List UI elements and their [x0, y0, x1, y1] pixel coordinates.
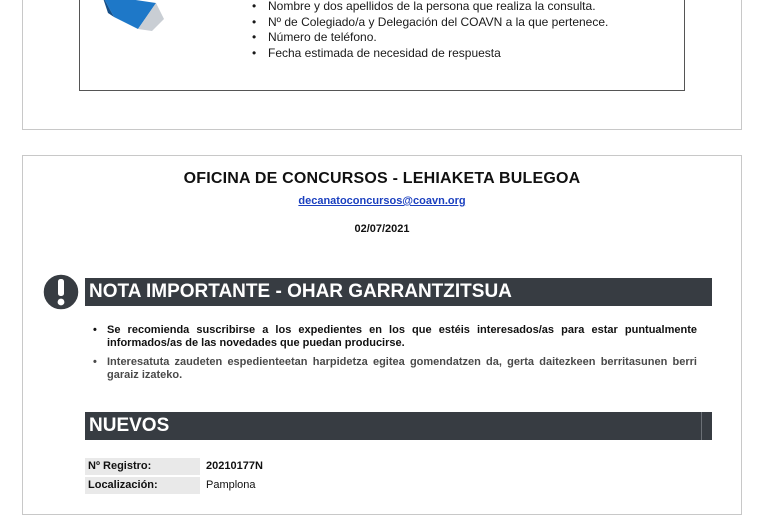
list-item: • Se recomienda suscribirse a los expedientes en los que estéis interesados/as para estar puntualmente informados/as de las novedades que puedan producirse.: [93, 324, 697, 350]
section-heading-label: NUEVOS: [89, 415, 170, 436]
contact-info-card: [22, 0, 742, 130]
divider: [701, 412, 702, 440]
important-note-heading: NOTA IMPORTANTE - OHAR GARRANTZITSUA: [85, 278, 712, 306]
list-item: • Fecha estimada de necesidad de respuesta: [250, 46, 608, 62]
nuevos-section-heading: [85, 412, 712, 440]
registry-number-value: 20210177N: [206, 460, 263, 472]
location-value: Pamplona: [206, 479, 256, 491]
location-label: Localización:: [85, 477, 200, 494]
table-row: [85, 476, 263, 495]
important-notes-list: [93, 324, 697, 388]
list-item: • Nombre y dos apellidos de la persona que realiza la consulta.: [250, 0, 608, 15]
page-title: OFICINA DE CONCURSOS - LEHIAKETA BULEGOA: [183, 170, 581, 187]
competitions-office-card: [22, 155, 742, 515]
list-item: • Nº de Colegiado/a y Delegación del COAVN a la que pertenece.: [250, 15, 608, 31]
contact-requirements-list: [250, 0, 608, 61]
email-link[interactable]: decanatoconcursos@coavn.org: [298, 195, 466, 207]
divider: [85, 440, 203, 443]
contact-info-box: [79, 0, 685, 91]
registry-number-label: Nº Registro:: [85, 458, 200, 475]
registry-table: [85, 457, 263, 495]
list-item: • Número de teléfono.: [250, 30, 608, 46]
publication-date: 02/07/2021: [354, 223, 410, 235]
decorative-graphic: [94, 0, 204, 34]
table-row: [85, 457, 263, 476]
exclamation-circle-icon: [41, 272, 81, 312]
list-item: • Interesatuta zaudeten espedienteetan harpidetza egitea gomendatzen da, gerta daitezkeen berritasunen berri garaiz izateko.: [93, 356, 697, 382]
